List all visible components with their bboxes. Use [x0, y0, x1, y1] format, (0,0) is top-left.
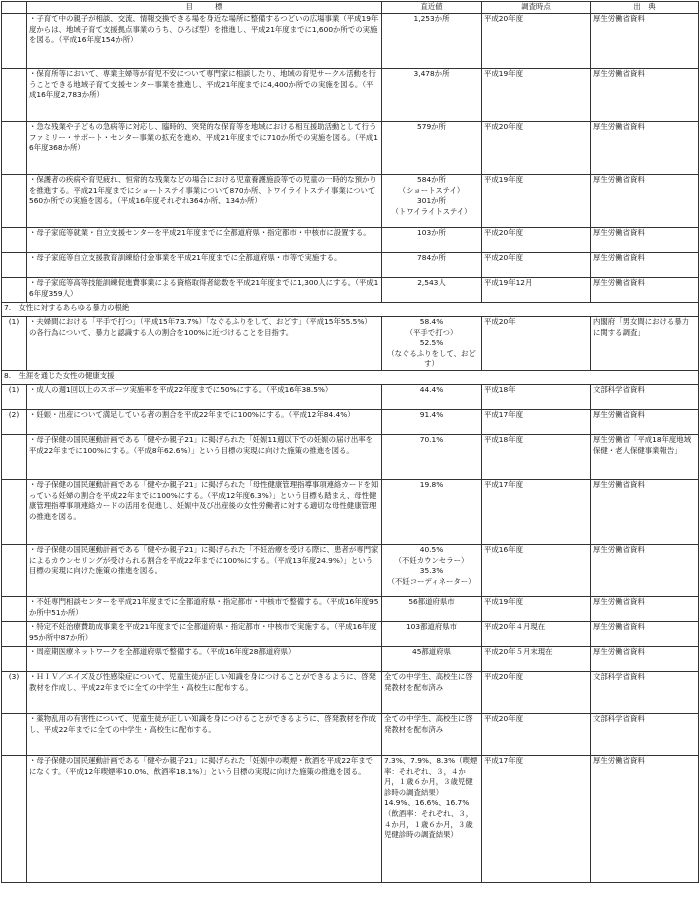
date-cell: 平成19年度 [482, 596, 591, 621]
value-cell [382, 621, 482, 646]
value-line: 44.4% [419, 384, 444, 394]
table-row [2, 755, 699, 882]
value-line: 52.5% [419, 338, 444, 348]
value-line: 91.4% [419, 409, 444, 419]
value-line: 40.5% [419, 544, 444, 554]
header-no [2, 2, 27, 14]
date-cell: 平成20年度 [482, 671, 591, 713]
value-line: （不妊カウンセラー） [394, 555, 469, 565]
table-row [2, 317, 699, 371]
source-cell: 厚生労働省資料 [591, 14, 699, 69]
document-page [1, 1, 698, 897]
value-line: 3,478か所 [413, 69, 450, 78]
date-cell: 平成20年４月現在 [482, 621, 591, 646]
header-goal: 目 標 [27, 2, 382, 14]
value-line: （トワイライトステイ） [391, 206, 472, 216]
date-cell: 平成19年度 [482, 69, 591, 122]
value-line: （ショートステイ） [398, 185, 465, 195]
goal-cell: ・夫婦間における「平手で打つ」（平成15年73.7%）「なぐるふりをして、おどす」（平成15年55.5%）の各行為について、暴力と認識する人の割合を100%に近づけることを目指す。 [27, 317, 382, 371]
value-line: 19.8% [419, 479, 444, 489]
value-line: 584か所 [417, 175, 446, 184]
value-line: 56都道府県市 [408, 596, 455, 606]
row-number [2, 228, 27, 253]
source-cell: 文部科学省資料 [591, 713, 699, 755]
value-cell [382, 479, 482, 544]
table-row [2, 14, 699, 69]
table-row [2, 69, 699, 122]
table-row [2, 253, 699, 278]
value-cell [382, 544, 482, 596]
goal-cell: ・周産期医療ネットワークを全都道府県で整備する。（平成16年度28都道府県） [27, 646, 382, 671]
goal-cell: ・保育所等において、専業主婦等が育児不安について専門家に相談したり、地域の育児サークル活動を行うことできる地域子育て支援センター事業を推進し、平成21年度までに4,400か所での実施を図る。（平成16年度2,783か所） [27, 69, 382, 122]
source-cell: 文部科学省資料 [591, 671, 699, 713]
goal-cell: ・妊娠・出産について満足している者の割合を平成22年までに100%にする。（平成12年84.4%） [27, 409, 382, 434]
date-cell: 平成20年度 [482, 228, 591, 253]
value-cell [382, 228, 482, 253]
date-cell: 平成17年度 [482, 409, 591, 434]
row-number [2, 434, 27, 479]
row-number [2, 253, 27, 278]
value-line: 103都道府県市 [405, 621, 458, 631]
row-number [2, 69, 27, 122]
value-line: 70.1% [419, 434, 444, 444]
value-line: 全ての中学生、高校生に啓発教材を配布済み [384, 713, 473, 734]
source-cell: 厚生労働省資料 [591, 755, 699, 882]
row-number [2, 175, 27, 228]
table-row [2, 621, 699, 646]
value-line: （不妊コーディネーター） [387, 576, 476, 586]
value-line: 103か所 [417, 228, 446, 237]
date-cell: 平成20年５月末現在 [482, 646, 591, 671]
value-cell [382, 646, 482, 671]
goal-cell: ・母子保健の国民運動計画である「健やか親子21」に掲げられた「妊娠中の喫煙・飲酒を平成22年までになくす。（平成12年喫煙率10.0%、飲酒率18.1%）」という目標の実現に向けた施策の推進を図る。 [27, 755, 382, 882]
source-cell: 厚生労働省資料 [591, 646, 699, 671]
date-cell: 平成18年度 [482, 434, 591, 479]
goal-cell: ・母子保健の国民運動計画である「健やか親子21」に掲げられた「母性健康管理指導事項連絡カードを知っている妊婦の割合を平成22年までに100%にする。（平成12年度6.3%）」という目標も踏まえ、母性健康管理指導事項連絡カードの活用を促進し、妊娠中及び出産後の女性労働者に対する適切な母性健康管理の推進を図る。 [27, 479, 382, 544]
date-cell: 平成18年 [482, 384, 591, 409]
source-cell: 厚生労働省資料 [591, 69, 699, 122]
value-cell [382, 69, 482, 122]
goal-cell: ・母子保健の国民運動計画である「健やか親子21」に掲げられた「妊娠11週以下での妊娠の届け出率を平成22年までに100%にする。（平成8年62.6%）」という目標の実現に向けた施策の推進を図る。 [27, 434, 382, 479]
value-cell [382, 122, 482, 175]
table-row [2, 175, 699, 228]
date-cell: 平成20年 [482, 317, 591, 371]
value-line: 2,543人 [417, 278, 446, 287]
value-cell [382, 384, 482, 409]
value-cell [382, 14, 482, 69]
table-row [2, 544, 699, 596]
value-line: （平手で打つ） [405, 327, 458, 337]
source-cell: 厚生労働省資料 [591, 479, 699, 544]
row-number [2, 278, 27, 303]
source-cell: 厚生労働省資料 [591, 253, 699, 278]
value-cell [382, 755, 482, 882]
value-cell [382, 175, 482, 228]
source-cell: 厚生労働省資料 [591, 596, 699, 621]
row-number [2, 646, 27, 671]
value-line: 35.3% [419, 566, 444, 576]
value-line: 45都道府県 [412, 646, 451, 656]
header-value: 直近値 [382, 2, 482, 14]
goal-cell: ・成人の週1回以上のスポーツ実施率を平成22年度までに50%にする。（平成16年38.5%） [27, 384, 382, 409]
table-row [2, 671, 699, 713]
row-number [2, 621, 27, 646]
date-cell: 平成20年度 [482, 713, 591, 755]
goal-cell: ・母子保健の国民運動計画である「健やか親子21」に掲げられた「不妊治療を受ける際に、患者が専門家によるカウンセリングが受けられる割合を平成22年までに100%にする。（平成13年度24.9%）」という目標の実現に向けた施策の推進を図る。 [27, 544, 382, 596]
section-heading-row [2, 303, 699, 317]
source-cell: 厚生労働省資料 [591, 228, 699, 253]
table-row [2, 713, 699, 755]
source-cell: 内閣府「男女間における暴力に関する調査」 [591, 317, 699, 371]
goals-table [1, 1, 699, 883]
table-row [2, 646, 699, 671]
goal-cell: ・母子家庭等自立支援教育訓練給付金事業を平成21年度までに全都道府県・市等で実施する。 [27, 253, 382, 278]
row-number: (2) [2, 409, 27, 434]
date-cell: 平成17年度 [482, 479, 591, 544]
goal-cell: ・急な残業や子どもの急病等に対応し、臨時的、突発的な保育等を地域における相互援助活動として行うファミリー・サポート・センター事業の拡充を進め、平成21年度までに710か所での実施を図る。（平成16年度368か所） [27, 122, 382, 175]
date-cell: 平成19年度 [482, 175, 591, 228]
table-row [2, 434, 699, 479]
value-cell [382, 671, 482, 713]
value-line: 7.3%、7.9%、8.3%（喫煙率：それぞれ、３，４か月，１歳６か月，３歳児健診時の調査結果） [384, 755, 478, 797]
goal-cell: ・特定不妊治療費助成事業を平成21年度までに全都道府県・指定都市・中核市で実施する。（平成16年度95か所中87か所） [27, 621, 382, 646]
source-cell: 厚生労働省資料 [591, 278, 699, 303]
header-source: 出 典 [591, 2, 699, 14]
value-cell [382, 253, 482, 278]
date-cell: 平成20年度 [482, 14, 591, 69]
date-cell: 平成16年度 [482, 544, 591, 596]
value-line: 58.4% [419, 317, 444, 326]
table-header-row [2, 2, 699, 14]
goal-cell: ・子育て中の親子が相談、交流、情報交換できる場を身近な場所に整備するつどいの広場事業（平成19年度からは、地域子育て支援拠点事業のうち、ひろば型）を推進し、平成21年度までに1,600か所での実施を図る。（平成16年度154か所） [27, 14, 382, 69]
table-row [2, 384, 699, 409]
row-number: (1) [2, 384, 27, 409]
goal-cell: ・母子家庭等就業・自立支援センターを平成21年度までに全都道府県・指定都市・中核市に設置する。 [27, 228, 382, 253]
source-cell: 厚生労働省「平成18年度地域保健・老人保健事業報告」 [591, 434, 699, 479]
row-number [2, 755, 27, 882]
value-line: 全ての中学生、高校生に啓発教材を配布済み [384, 671, 473, 692]
row-number [2, 122, 27, 175]
source-cell: 厚生労働省資料 [591, 544, 699, 596]
section-heading-row [2, 370, 699, 384]
value-cell [382, 278, 482, 303]
table-row [2, 479, 699, 544]
source-cell: 文部科学省資料 [591, 384, 699, 409]
value-line: 14.9%、16.6%、16.7%（飲酒率：それぞれ、３，４か月，１歳６か月，３歳児健診時の調査結果） [384, 798, 474, 840]
row-number [2, 14, 27, 69]
table-row [2, 278, 699, 303]
value-line: 1,253か所 [413, 14, 450, 23]
section-title: 8. 生涯を通じた女性の健康支援 [2, 370, 699, 384]
goal-cell: ・ＨＩＶ／エイズ及び性感染症について、児童生徒が正しい知識を身につけることができるように、啓発教材を作成し、平成22年までに全ての中学生・高校生に配布する。 [27, 671, 382, 713]
goal-cell: ・薬物乱用の有害性について、児童生徒が正しい知識を身につけることができるように、啓発教材を作成し、平成22年までに全ての中学生・高校生に配布する。 [27, 713, 382, 755]
value-line: 301か所 [417, 196, 446, 206]
source-cell: 厚生労働省資料 [591, 175, 699, 228]
goal-cell: ・保護者の疾病や育児疲れ、恒常的な残業などの場合における児童養護施設等での児童の一時的な預かりを推進する。平成21年度までにショートステイ事業について870か所、トワイライトステイ事業について560か所での実施を図る。（平成16年度それぞれ364か所、134か所） [27, 175, 382, 228]
table-row [2, 228, 699, 253]
source-cell: 厚生労働省資料 [591, 122, 699, 175]
row-number [2, 479, 27, 544]
date-cell: 平成20年度 [482, 253, 591, 278]
goal-cell: ・不妊専門相談センターを平成21年度までに全都道府県・指定都市・中核市で整備する。（平成16年度95か所中51か所） [27, 596, 382, 621]
row-number: (3) [2, 671, 27, 713]
value-cell [382, 317, 482, 371]
value-line: （なぐるふりをして、おどす） [387, 348, 476, 369]
row-number [2, 596, 27, 621]
date-cell: 平成20年度 [482, 122, 591, 175]
value-cell [382, 434, 482, 479]
value-cell [382, 713, 482, 755]
row-number [2, 713, 27, 755]
table-row [2, 409, 699, 434]
source-cell: 厚生労働省資料 [591, 621, 699, 646]
date-cell: 平成17年度 [482, 755, 591, 882]
value-cell [382, 596, 482, 621]
header-date: 調査時点 [482, 2, 591, 14]
goal-cell: ・母子家庭等高等技能訓練促進費事業による資格取得者総数を平成21年度までに1,300人にする。（平成16年度359人） [27, 278, 382, 303]
value-line: 784か所 [417, 253, 446, 262]
table-row [2, 596, 699, 621]
value-cell [382, 409, 482, 434]
row-number [2, 544, 27, 596]
table-row [2, 122, 699, 175]
value-line: 579か所 [417, 122, 446, 131]
source-cell: 厚生労働省資料 [591, 409, 699, 434]
row-number: (1) [2, 317, 27, 371]
date-cell: 平成19年12月 [482, 278, 591, 303]
section-title: 7. 女性に対するあらゆる暴力の根絶 [2, 303, 699, 317]
